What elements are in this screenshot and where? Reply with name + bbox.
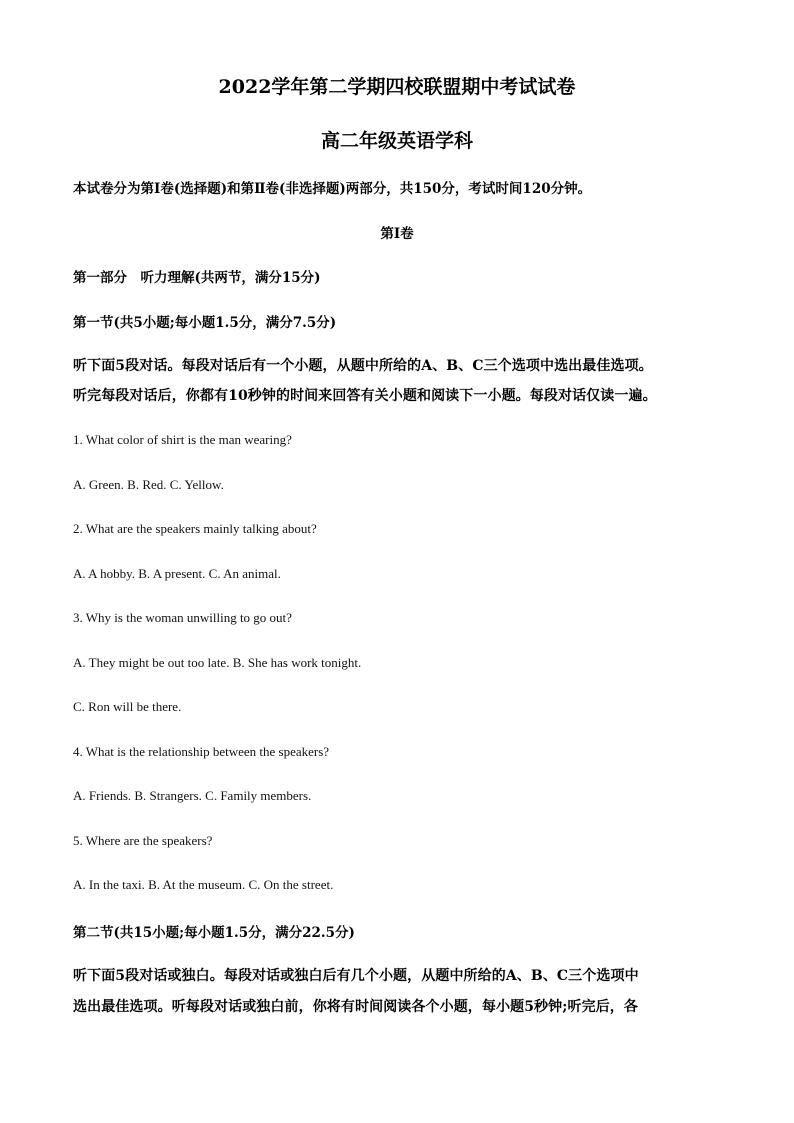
section2-heading: 第二节(共15小题;每小题1.5分，满分22.5分) [73,925,355,941]
exam-title: 2022学年第二学期四校联盟期中考试试卷 [218,76,576,98]
question-5-stem: 5. Where are the speakers? [73,833,213,848]
question-2-stem: 2. What are the speakers mainly talking about? [73,521,317,536]
question-3-stem: 3. Why is the woman unwilling to go out? [73,610,292,625]
question-1-options: A. Green. B. Red. C. Yellow. [73,477,224,492]
question-4-options: A. Friends. B. Strangers. C. Family members. [73,788,312,803]
exam-intro: 本试卷分为第Ⅰ卷(选择题)和第Ⅱ卷(非选择题)两部分，共150分，考试时间120分钟。 [73,181,592,197]
question-1-stem: 1. What color of shirt is the man wearing? [73,432,292,447]
section1-instructions-line2: 听完每段对话后，你都有10秒钟的时间来回答有关小题和阅读下一小题。每段对话仅读一遍。 [73,388,657,404]
question-2-options: A. A hobby. B. A present. C. An animal. [73,566,281,581]
part1-heading: 第一部分 听力理解(共两节，满分15分) [73,270,321,286]
exam-subtitle: 高二年级英语学科 [320,130,473,152]
question-3-options: A. They might be out too late. B. She has work tonight. [73,655,362,670]
question-5-options: A. In the taxi. B. At the museum. C. On the street. [73,877,334,892]
section1-heading: 第一节(共5小题;每小题1.5分，满分7.5分) [73,315,337,331]
question-4-stem: 4. What is the relationship between the speakers? [73,744,330,759]
section2-instructions-line2: 选出最佳选项。听每段对话或独白前，你将有时间阅读各个小题，每小题5秒钟;听完后，各 [73,999,639,1015]
section1-instructions-line1: 听下面5段对话。每段对话后有一个小题，从题中所给的A、B、C三个选项中选出最佳选项。 [73,358,653,374]
question-3-options-cont: C. Ron will be there. [73,699,182,714]
volume-label: 第Ⅰ卷 [380,226,414,242]
section2-instructions-line1: 听下面5段对话或独白。每段对话或独白后有几个小题，从题中所给的A、B、C三个选项中 [73,968,639,984]
